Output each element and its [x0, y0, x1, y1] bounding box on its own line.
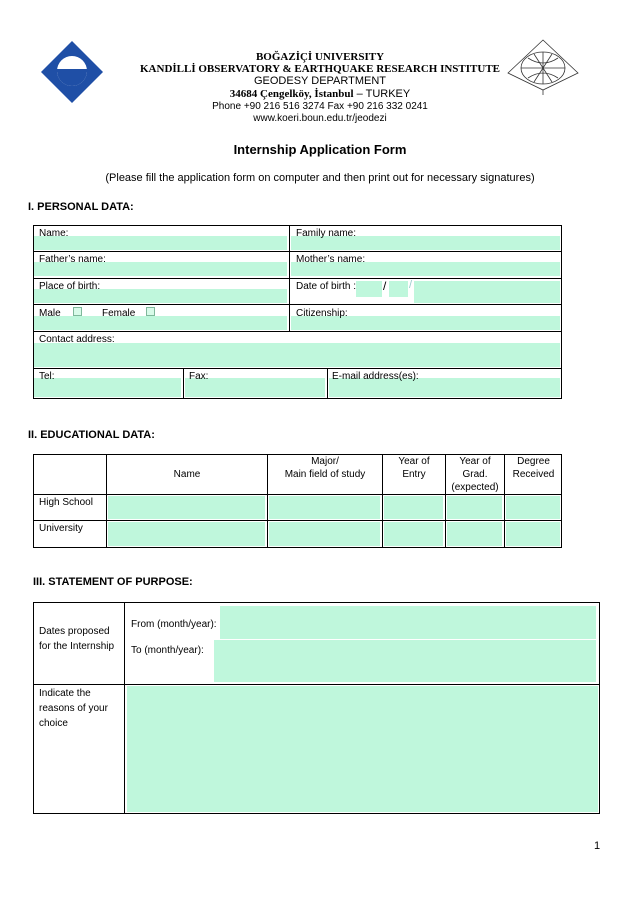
row-divider: [33, 368, 562, 369]
department-name: GEODESY DEPARTMENT: [253, 75, 387, 87]
col-divider: [289, 225, 290, 331]
col-divider: [327, 368, 328, 399]
date-of-birth-label: Date of birth :: [296, 281, 357, 292]
website-line: www.koeri.boun.edu.tr/jeodezi: [253, 113, 387, 124]
citizenship-label: Citizenship:: [296, 308, 348, 319]
phone-fax-line: Phone +90 216 516 3274 Fax +90 216 332 0241: [212, 101, 428, 112]
date-separator: /: [383, 279, 387, 293]
address-city: 34684 Çengelköy, İstanbul: [229, 88, 354, 100]
educational-data-heading: II. EDUCATIONAL DATA:: [28, 429, 155, 441]
fax-label: Fax:: [189, 371, 209, 382]
date-separator: /: [409, 279, 413, 291]
col-divider: [124, 602, 125, 814]
row-divider: [33, 331, 562, 332]
male-label: Male: [39, 308, 61, 319]
male-checkbox[interactable]: [73, 307, 82, 316]
dates-proposed-label: Dates proposed for the Internship: [39, 626, 115, 652]
fathers-name-label: Father’s name:: [39, 254, 106, 265]
row-label-high-school: High School: [39, 497, 93, 508]
col-divider: [183, 368, 184, 399]
to-label: To (month/year):: [131, 645, 204, 656]
row-divider: [33, 684, 600, 685]
university-name: BOĞAZİÇİ UNIVERSITY: [255, 51, 385, 63]
col-header-degree: Degree Received: [512, 456, 555, 480]
tel-label: Tel:: [39, 371, 55, 382]
row-label-university: University: [39, 523, 83, 534]
row-divider: [33, 520, 562, 521]
statement-heading: III. STATEMENT OF PURPOSE:: [33, 576, 193, 588]
statement-table-border: [33, 602, 600, 814]
col-header-grad: Year of Grad. (expected): [451, 456, 499, 493]
address-line: [90, 88, 550, 100]
institute-name: KANDİLLİ OBSERVATORY & EARTHQUAKE RESEARCH INSTITUTE: [140, 63, 500, 75]
place-of-birth-label: Place of birth:: [39, 281, 101, 292]
contact-address-label: Contact address:: [39, 334, 115, 345]
mothers-name-label: Mother’s name:: [296, 254, 366, 265]
col-header-name: Name: [173, 469, 201, 480]
form-instructions: (Please fill the application form on computer and then print out for necessary signatures): [105, 172, 535, 184]
row-divider: [33, 304, 562, 305]
email-label: E-mail address(es):: [332, 371, 419, 382]
female-checkbox[interactable]: [146, 307, 155, 316]
form-title: Internship Application Form: [233, 142, 407, 157]
family-name-label: Family name:: [296, 228, 357, 239]
page-number: 1: [594, 840, 601, 852]
col-header-major: Major/ Main field of study: [284, 456, 366, 480]
col-header-entry: Year of Entry: [398, 456, 430, 480]
name-label: Name:: [39, 228, 69, 239]
female-label: Female: [102, 308, 136, 319]
row-divider: [33, 251, 562, 252]
from-label: From (month/year):: [131, 619, 217, 630]
row-divider: [33, 494, 562, 495]
reasons-label: Indicate the reasons of your choice: [39, 688, 108, 729]
personal-data-heading: I. PERSONAL DATA:: [28, 201, 134, 213]
address-country: – TURKEY: [353, 88, 411, 100]
row-divider: [33, 278, 562, 279]
